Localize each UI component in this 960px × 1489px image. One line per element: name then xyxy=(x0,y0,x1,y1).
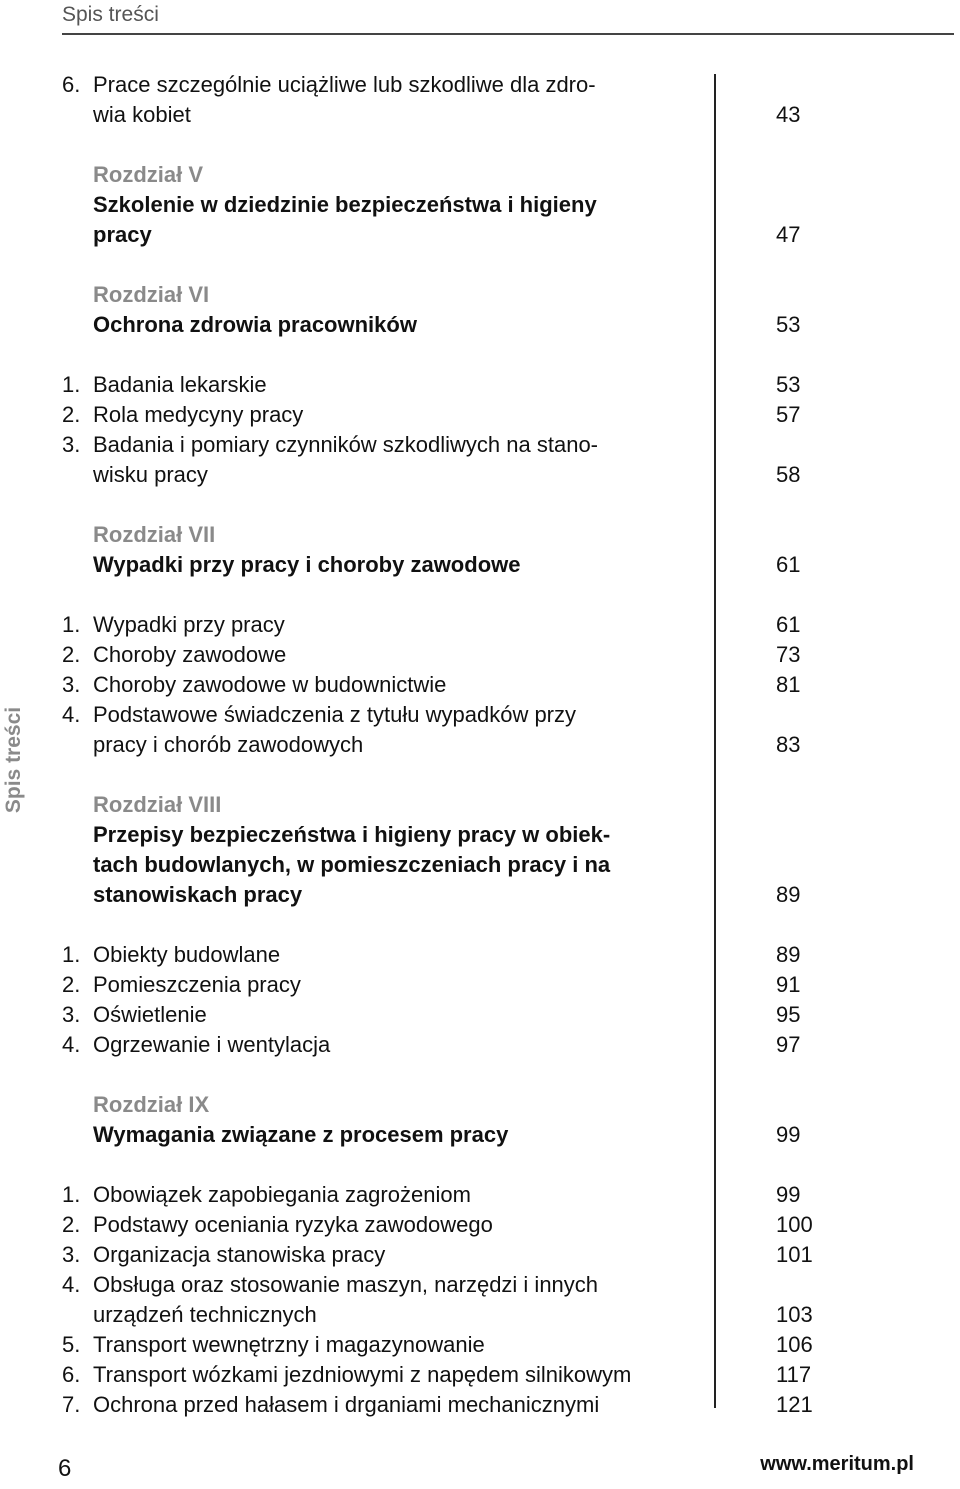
page-number: 91 xyxy=(776,972,801,997)
header-rule xyxy=(62,33,954,35)
toc-entry xyxy=(62,400,822,430)
toc-entry xyxy=(62,1210,822,1240)
entry-title-line: Obiekty budowlane xyxy=(93,942,281,967)
toc-entry xyxy=(62,700,822,760)
page-number: 101 xyxy=(776,1242,813,1267)
entry-number: 4. xyxy=(62,1032,81,1057)
entry-title-line: Organizacja stanowiska pracy xyxy=(93,1242,386,1267)
page-number: 103 xyxy=(776,1302,813,1327)
page-number: 47 xyxy=(776,222,801,247)
entry-title-line: urządzeń technicznych xyxy=(93,1302,317,1327)
entry-number: 2. xyxy=(62,972,81,997)
entry-title-line: Badania lekarskie xyxy=(93,372,267,397)
chapter-title-line: Przepisy bezpieczeństwa i higieny pracy w obiek- xyxy=(93,822,611,847)
chapter-title-line: Szkolenie w dziedzinie bezpieczeństwa i higieny xyxy=(93,192,597,217)
page-number: 100 xyxy=(776,1212,813,1237)
toc-entry xyxy=(62,1000,822,1030)
page-number: 83 xyxy=(776,732,801,757)
entry-number: 1. xyxy=(62,372,81,397)
header-title: Spis treści xyxy=(62,3,159,26)
page-number: 97 xyxy=(776,1032,801,1057)
entry-title-line: Rola medycyny pracy xyxy=(93,402,304,427)
toc-entry xyxy=(62,1390,822,1420)
entry-indent xyxy=(62,310,93,340)
entry-number: 3. xyxy=(62,432,81,457)
page-number: 61 xyxy=(776,612,801,637)
chapter-title-line: Wypadki przy pracy i choroby zawodowe xyxy=(93,552,521,577)
page-number: 99 xyxy=(776,1182,801,1207)
entry-title-line: Obsługa oraz stosowanie maszyn, narzędzi i innych xyxy=(93,1272,599,1297)
entry-indent xyxy=(62,820,93,850)
page-number: 89 xyxy=(776,942,801,967)
toc-entry xyxy=(62,670,822,700)
chapter-title-line: tach budowlanych, w pomieszczeniach pracy i na xyxy=(93,852,611,877)
toc-entry xyxy=(62,970,822,1000)
entry-number: 3. xyxy=(62,672,81,697)
entry-number: 2. xyxy=(62,642,81,667)
entry-indent xyxy=(62,190,93,220)
toc-chapter xyxy=(62,160,822,250)
entry-title-line: Obowiązek zapobiegania zagrożeniom xyxy=(93,1182,471,1207)
entry-title-line: Choroby zawodowe xyxy=(93,642,287,667)
toc-entry xyxy=(62,430,822,490)
entry-number: 3. xyxy=(62,1242,81,1267)
page-number: 117 xyxy=(776,1362,812,1387)
entry-number: 1. xyxy=(62,612,81,637)
entry-indent xyxy=(62,730,93,760)
page-number: 99 xyxy=(776,1122,801,1147)
footer-page-number: 6 xyxy=(58,1455,72,1482)
page-number: 43 xyxy=(776,102,801,127)
entry-number: 5. xyxy=(62,1332,81,1357)
chapter-indent xyxy=(62,520,93,550)
toc-chapter xyxy=(62,520,822,580)
entry-title-line: Prace szczególnie uciążliwe lub szkodliwe dla zdro- xyxy=(93,72,596,97)
page-number: 121 xyxy=(776,1392,813,1417)
toc-entry xyxy=(62,940,822,970)
entry-title-line: Ochrona przed hałasem i drganiami mechanicznymi xyxy=(93,1392,600,1417)
chapter-label: Rozdział VI xyxy=(93,282,210,307)
chapter-title-line: Wymagania związane z procesem pracy xyxy=(93,1122,509,1147)
entry-title-line: wia kobiet xyxy=(93,102,191,127)
page-number: 95 xyxy=(776,1002,801,1027)
page-header xyxy=(62,0,960,36)
footer-url: www.meritum.pl xyxy=(760,1453,914,1475)
toc-chapter xyxy=(62,280,822,340)
page-number: 53 xyxy=(776,312,801,337)
entry-number: 2. xyxy=(62,402,81,427)
entry-title-line: Transport wózkami jezdniowymi z napędem silnikowym xyxy=(93,1362,632,1387)
entry-title-line: Podstawowe świadczenia z tytułu wypadków przy xyxy=(93,702,577,727)
page-number: 81 xyxy=(776,672,801,697)
chapter-indent xyxy=(62,790,93,820)
page-number: 61 xyxy=(776,552,801,577)
chapter-label: Rozdział V xyxy=(93,162,204,187)
toc-entry xyxy=(62,370,822,400)
entry-title-line: Transport wewnętrzny i magazynowanie xyxy=(93,1332,485,1357)
toc-chapter xyxy=(62,790,822,910)
toc-chapter xyxy=(62,1090,822,1150)
chapter-indent xyxy=(62,160,93,190)
entry-indent xyxy=(62,1120,93,1150)
toc-entry xyxy=(62,610,822,640)
entry-indent xyxy=(62,100,93,130)
chapter-label: Rozdział IX xyxy=(93,1092,210,1117)
entry-number: 6. xyxy=(62,1362,81,1387)
entry-number: 2. xyxy=(62,1212,81,1237)
entry-indent xyxy=(62,460,93,490)
page-number: 106 xyxy=(776,1332,813,1357)
chapter-indent xyxy=(62,1090,93,1120)
entry-indent xyxy=(62,1300,93,1330)
chapter-title-line: Ochrona zdrowia pracowników xyxy=(93,312,417,337)
entry-number: 1. xyxy=(62,942,81,967)
entry-number: 7. xyxy=(62,1392,81,1417)
chapter-title-line: pracy xyxy=(93,222,152,247)
entry-title-line: Oświetlenie xyxy=(93,1002,207,1027)
entry-title-line: Podstawy oceniania ryzyka zawodowego xyxy=(93,1212,493,1237)
page-number: 73 xyxy=(776,642,801,667)
entry-title-line: Ogrzewanie i wentylacja xyxy=(93,1032,331,1057)
chapter-label: Rozdział VII xyxy=(93,522,216,547)
entry-number: 3. xyxy=(62,1002,81,1027)
toc-entry xyxy=(62,70,822,130)
entry-indent xyxy=(62,550,93,580)
table-of-contents xyxy=(62,70,822,1420)
entry-title-line: Pomieszczenia pracy xyxy=(93,972,301,997)
entry-title-line: Wypadki przy pracy xyxy=(93,612,285,637)
page-number: 53 xyxy=(776,372,801,397)
entry-indent xyxy=(62,880,93,910)
toc-entry xyxy=(62,1270,822,1330)
page-number: 57 xyxy=(776,402,801,427)
chapter-title-line: stanowiskach pracy xyxy=(93,882,303,907)
toc-entry xyxy=(62,1180,822,1210)
page-number: 89 xyxy=(776,882,801,907)
entry-number: 1. xyxy=(62,1182,81,1207)
toc-entry xyxy=(62,1360,822,1390)
entry-indent xyxy=(62,850,93,880)
toc-entry xyxy=(62,1030,822,1060)
entry-title-line: Choroby zawodowe w budownictwie xyxy=(93,672,447,697)
toc-entry xyxy=(62,1330,822,1360)
toc-entry xyxy=(62,640,822,670)
entry-number: 6. xyxy=(62,72,81,97)
entry-title-line: Badania i pomiary czynników szkodliwych na stano- xyxy=(93,432,599,457)
entry-number: 4. xyxy=(62,1272,81,1297)
entry-indent xyxy=(62,220,93,250)
side-tab-label: Spis treści xyxy=(2,706,26,814)
chapter-indent xyxy=(62,280,93,310)
page-number: 58 xyxy=(776,462,801,487)
chapter-label: Rozdział VIII xyxy=(93,792,222,817)
entry-title-line: wisku pracy xyxy=(93,462,208,487)
entry-title-line: pracy i chorób zawodowych xyxy=(93,732,364,757)
toc-entry xyxy=(62,1240,822,1270)
side-tab xyxy=(2,680,26,840)
entry-number: 4. xyxy=(62,702,81,727)
